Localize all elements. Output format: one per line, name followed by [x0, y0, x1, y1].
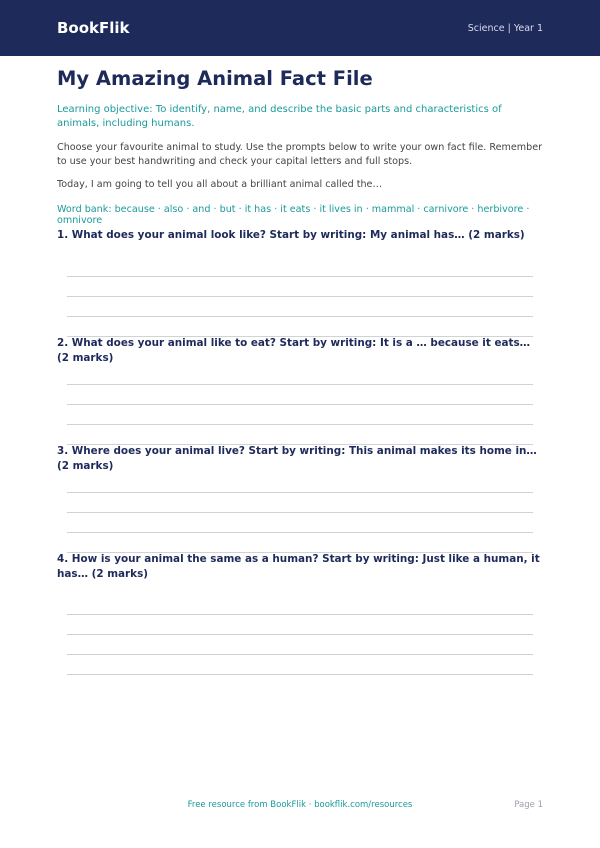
answer-line[interactable] [67, 614, 533, 615]
instructions: Choose your favourite animal to study. Use the prompts below to write your own fact file. Remember to use your best handwriting and check your capital letters and full stops. [57, 142, 543, 168]
question-1 [57, 228, 543, 243]
answer-line[interactable] [67, 674, 533, 675]
answer-line[interactable] [67, 316, 533, 317]
answer-line[interactable] [67, 532, 533, 533]
worksheet-intro [0, 67, 600, 226]
question-2 [57, 336, 543, 366]
subject-year: Science | Year 1 [467, 22, 543, 34]
answer-line[interactable] [67, 512, 533, 513]
resource-link[interactable]: Free resource from BookFlik · bookflik.com/resources [187, 800, 413, 810]
answer-line[interactable] [67, 492, 533, 493]
question-4-text: 4. How is your animal the same as a human? Start by writing: Just like a human, it has… (2 marks) [57, 553, 540, 581]
page-title: My Amazing Animal Fact File [57, 67, 373, 90]
answer-line[interactable] [67, 384, 533, 385]
intro-sentence: Today, I am going to tell you all about a brilliant animal called the… [57, 179, 383, 191]
word-bank: Word bank: because · also · and · but · it has · it eats · it lives in · mammal · carnivore · herbivore · omnivore [57, 204, 530, 227]
brand-logo[interactable]: BookFlik [57, 19, 130, 37]
answer-line[interactable] [67, 404, 533, 405]
answer-line[interactable] [67, 424, 533, 425]
learning-objective: Learning objective: To identify, name, and describe the basic parts and characteristics of animals, including humans. [57, 104, 502, 130]
answer-line[interactable] [67, 296, 533, 297]
page-header [0, 0, 600, 56]
question-1-text: 1. What does your animal look like? Start by writing: My animal has… (2 marks) [57, 229, 525, 241]
question-3-text: 3. Where does your animal live? Start by writing: This animal makes its home in… (2 marks) [57, 445, 537, 473]
question-2-text: 2. What does your animal like to eat? Start by writing: It is a … because it eats… (2 marks) [57, 337, 531, 365]
answer-line[interactable] [67, 276, 533, 277]
question-4 [57, 552, 543, 582]
answer-line[interactable] [67, 634, 533, 635]
answer-line[interactable] [67, 654, 533, 655]
page-number: Page 1 [514, 800, 543, 810]
question-3 [57, 444, 543, 474]
